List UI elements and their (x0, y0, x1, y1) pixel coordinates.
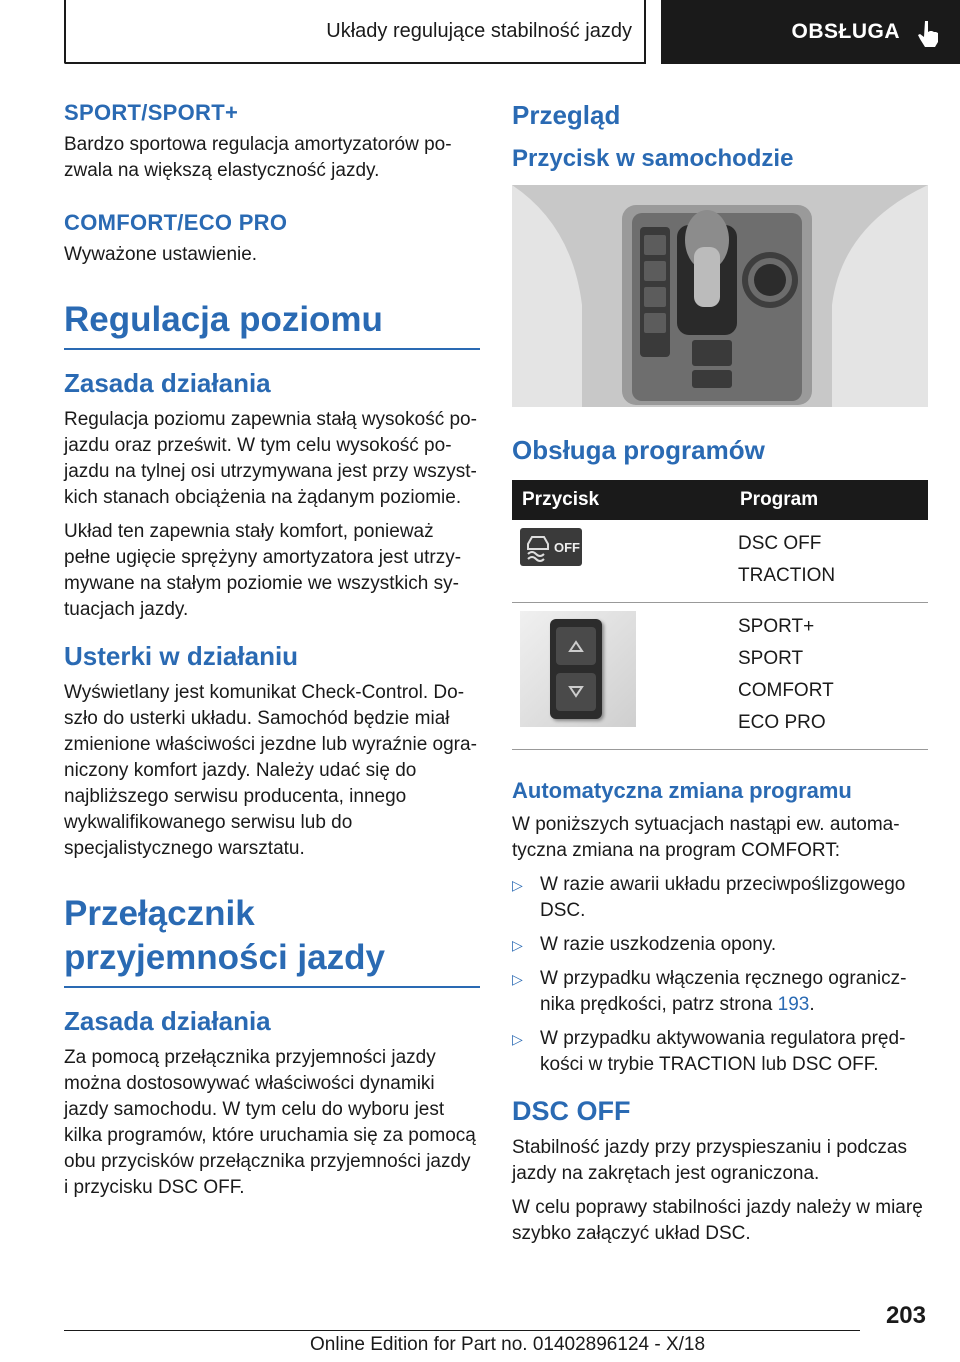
dsc-paragraph-2: W celu poprawy stabilności jazdy należy w miarę szybko załączyć układ DSC. (512, 1197, 923, 1244)
bullet-triangle-icon: ▷ (512, 877, 523, 893)
list-item: ▷ W przypadku aktywowania regulatora prędkości w trybie TRACTION lub DSC OFF. (512, 1028, 906, 1075)
principle-heading: Zasada działania (64, 368, 271, 398)
pointing-hand-icon (914, 18, 944, 48)
program-comfort: COMFORT (738, 680, 834, 701)
skidding-car-icon (524, 532, 552, 562)
button-heading: Przycisk w samochodzie (512, 145, 794, 172)
chapter-tab[interactable] (661, 0, 960, 64)
footer-divider (64, 1330, 860, 1331)
overview-title: Przegląd (512, 100, 621, 130)
triangle-down-icon (556, 673, 596, 711)
table-row (512, 603, 928, 750)
center-console-image (512, 185, 928, 407)
sport-heading: SPORT/SPORT+ (64, 100, 239, 125)
page-link[interactable]: 193 (777, 994, 810, 1015)
principle-paragraph-1: Regulacja poziomu zapewnia stałą wysokość pojazdu oraz prześwit. W tym celu wysokość pojazdu na tylnej osi utrzymywana jest przy wszystkich stanach obciążenia na żądanym poziomie. (64, 409, 477, 508)
mode-down-button[interactable] (556, 673, 596, 711)
edition-info: Online Edition for Part no. 01402896124 - X/18 (310, 1334, 706, 1355)
programs-table (512, 480, 928, 750)
page-number: 203 (885, 1302, 926, 1329)
auto-heading: Automatyczna zmiana programu (512, 778, 852, 803)
program-dsc-off: DSC OFF (738, 533, 822, 554)
triangle-up-icon (556, 627, 596, 665)
mode-up-button[interactable] (556, 627, 596, 665)
comfort-heading: COMFORT/ECO PRO (64, 210, 288, 235)
col-header-button: Przycisk (512, 480, 730, 520)
sport-text: Bardzo sportowa regulacja amortyzatorów pozwala na większą elastyczność jazdy. (64, 134, 452, 181)
dsc-off-button[interactable] (520, 528, 582, 566)
level-title: Regulacja poziomu (64, 298, 480, 350)
auto-change-list (512, 872, 928, 1078)
list-item: ▷ W przypadku włączenia ręcznego ogranicznika prędkości, patrz strona 193. (512, 968, 907, 1015)
section-title: Układy regulujące stabilność jazdy (64, 0, 646, 64)
row1-programs (730, 520, 928, 603)
auto-text: W poniższych sytuacjach nastąpi ew. automatyczna zmiana na program COMFORT: (512, 814, 900, 861)
program-traction: TRACTION (738, 565, 836, 586)
programs-heading: Obsługa programów (512, 435, 765, 465)
row2-programs (730, 603, 928, 750)
fault-heading: Usterki w działaniu (64, 641, 299, 671)
switch-principle-heading: Zasada działania (64, 1006, 271, 1036)
fault-text: Wyświetlany jest komunikat Check-Control. Doszło do usterki układu. Samochód będzie miał zmienione właściwości jezdne lub wyraźnie ograniczony komfort jazdy. Należy udać się do najbliższego serwisu producenta, innego wykwalifikowanego serwisu lub do specjalistycznego warsztatu. (64, 682, 477, 859)
right-column (512, 100, 928, 1255)
dsc-button-cell (512, 520, 730, 603)
principle-paragraph-2: Układ ten zapewnia stały komfort, ponieważ pełne ugięcie sprężyny amortyzatora jest utrzymywane na stałym poziomie we wszystkich sytuacjach jazdy. (64, 521, 462, 620)
mode-switch[interactable] (550, 619, 602, 719)
dsc-heading: DSC OFF (512, 1096, 631, 1126)
switch-title: Przełącznik przyjemności jazdy (64, 892, 480, 988)
list-item: ▷ W razie uszkodzenia opony. (512, 932, 928, 958)
mode-switch-image (520, 611, 636, 727)
switch-text: Za pomocą przełącznika przyjemności jazdy można dostosowywać właściwości dynamiki jazdy samochodu. W tym celu do wyboru jest kilka programów, które uruchamia się za pomocą obu przycisków przełącznika przyjemności jazdy i przycisku DSC OFF. (64, 1047, 476, 1198)
dsc-off-label: OFF (554, 539, 580, 555)
bullet-triangle-icon: ▷ (512, 971, 523, 987)
table-row (512, 520, 928, 603)
list-item: ▷ W razie awarii układu przeciwpoślizgowego DSC. (512, 874, 906, 921)
bullet-triangle-icon: ▷ (512, 937, 523, 953)
program-sport: SPORT (738, 648, 804, 669)
bullet-triangle-icon: ▷ (512, 1031, 523, 1047)
page-header (64, 0, 960, 66)
col-header-program: Program (730, 480, 928, 520)
dsc-paragraph-1: Stabilność jazdy przy przyspieszaniu i podczas jazdy na zakrętach jest ograniczona. (512, 1137, 907, 1184)
left-column (64, 100, 480, 1209)
comfort-text: Wyważone ustawienie. (64, 244, 258, 265)
program-eco-pro: ECO PRO (738, 712, 826, 733)
program-sport-plus: SPORT+ (738, 616, 815, 637)
mode-switch-cell (512, 603, 730, 750)
console-photo (512, 185, 928, 407)
chapter-label: OBSŁUGA (791, 20, 900, 43)
